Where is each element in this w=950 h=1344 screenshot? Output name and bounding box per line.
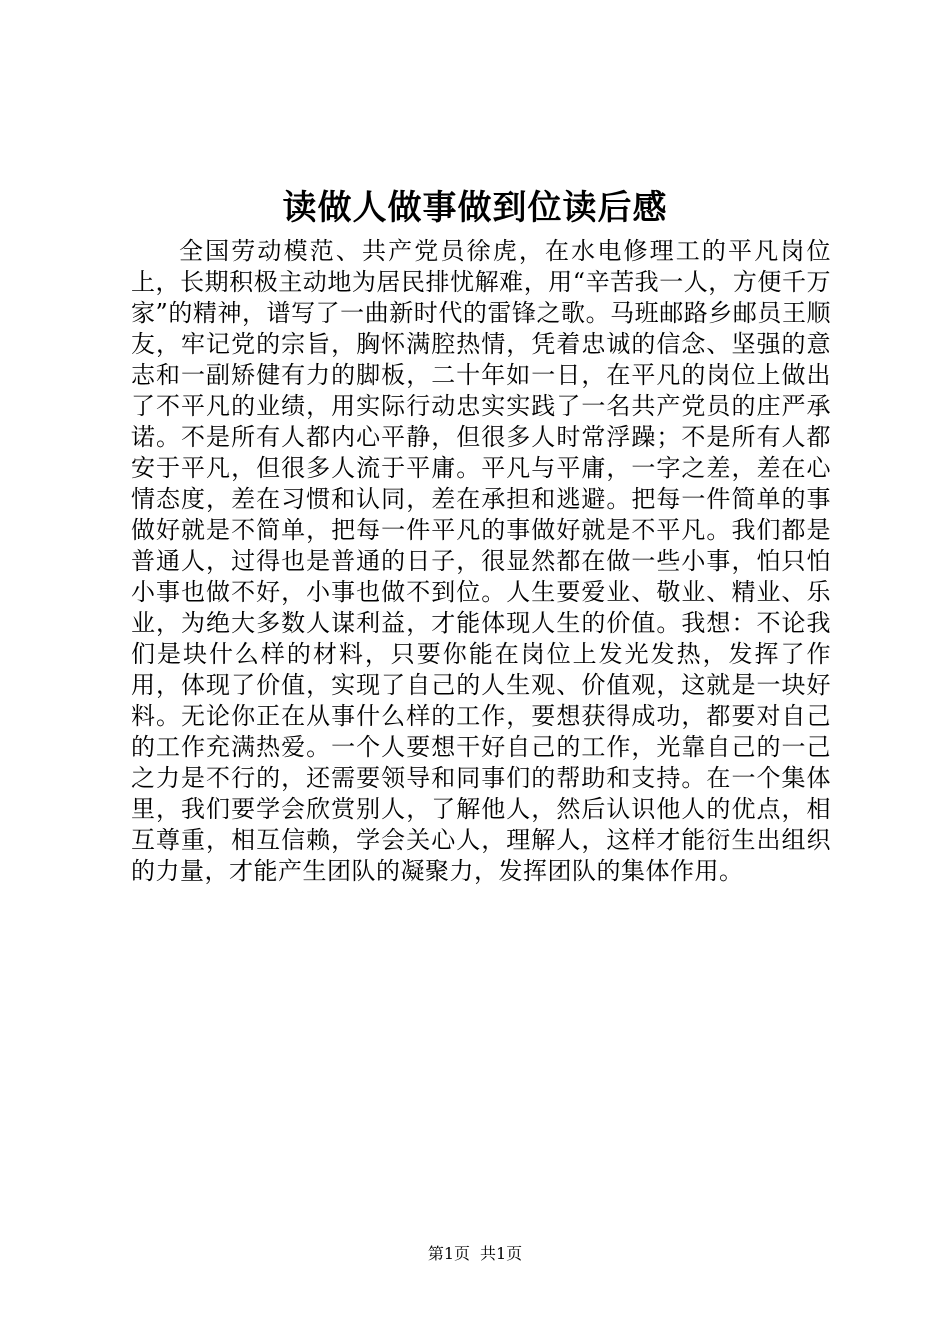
page-number-total: 共1页	[480, 1244, 523, 1263]
document-title: 读做人做事做到位读后感	[282, 188, 668, 228]
page-number-current: 第1页	[427, 1244, 470, 1263]
page-footer	[0, 1242, 950, 1266]
body-paragraph: 全国劳动模范、共产党员徐虎，在水电修理工的平凡岗位上，长期积极主动地为居民排忧解难，用“辛苦我一人，方便千万家”的精神，谱写了一曲新时代的雷锋之歌。马班邮路乡邮员王顺友，牢记党的宗旨，胸怀满腔热情，凭着忠诚的信念、坚强的意志和一副矫健有力的脚板，二十年如一日，在平凡的岗位上做出了不平凡的业绩，用实际行动忠实实践了一名共产党员的庄严承诺。不是所有人都内心平静，但很多人时常浮躁；不是所有人都安于平凡，但很多人流于平庸。平凡与平庸，一字之差，差在心情态度，差在习惯和认同，差在承担和逃避。把每一件简单的事做好就是不简单，把每一件平凡的事做好就是不平凡。我们都是普通人，过得也是普通的日子，很显然都在做一些小事，怕只怕小事也做不好，小事也做不到位。人生要爱业、敬业、精业、乐业，为绝大多数人谋利益，才能体现人生的价值。我想：不论我们是块什么样的材料，只要你能在岗位上发光发热，发挥了作用，体现了价值，实现了自己的人生观、价值观，这就是一块好料。无论你正在从事什么样的工作，要想获得成功，都要对自己的工作充满热爱。一个人要想干好自己的工作，光靠自己的一己之力是不行的，还需要领导和同事们的帮助和支持。在一个集体里，我们要学会欣赏别人，了解他人，然后认识他人的优点，相互尊重，相互信赖，学会关心人，理解人，这样才能衍生出组织的力量，才能产生团队的凝聚力，发挥团队的集体作用。	[131, 237, 831, 885]
